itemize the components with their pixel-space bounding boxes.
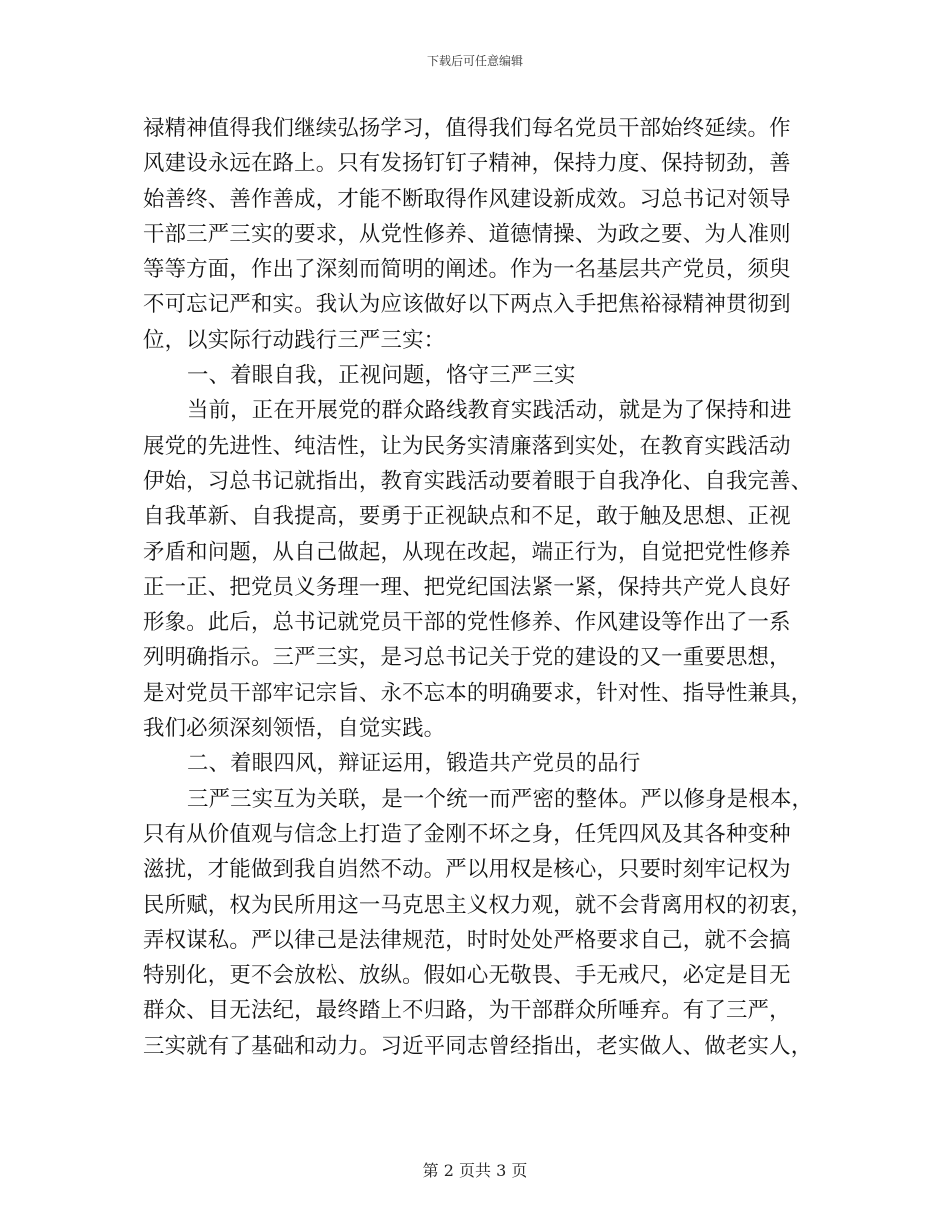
text-line: 不可忘记严和实。我认为应该做好以下两点入手把焦裕禄精神贯彻到 [143,292,791,318]
page-footer-number: 第 2 页共 3 页 [422,1161,528,1180]
text-line: 干部三严三实的要求，从党性修养、道德情操、为政之要、为人准则 [143,221,791,247]
document-body [143,111,814,1064]
page-header-note: 下载后可任意编辑 [426,54,523,68]
text-line: 展党的先进性、纯洁性，让为民务实清廉落到实处，在教育实践活动 [143,433,791,459]
text-line: 我们必须深刻领悟，自觉实践。 [143,716,446,742]
text-line: 形象。此后，总书记就党员干部的党性修养、作风建设等作出了一系 [143,610,791,636]
paragraph-start-line: 当前，正在开展党的群众路线教育实践活动，就是为了保持和进 [187,398,792,424]
text-line: 滋扰，才能做到我自岿然不动。严以用权是核心，只要时刻牢记权为 [143,857,791,883]
text-line: 三实就有了基础和动力。习近平同志曾经指出，老实做人、做老实人， [143,1033,813,1059]
text-line: 位，以实际行动践行三严三实： [143,327,446,353]
text-line: 是对党员干部牢记宗旨、永不忘本的明确要求，针对性、指导性兼具， [143,680,813,706]
text-line: 特别化，更不会放松、放纵。假如心无敬畏、手无戒尺，必定是目无 [143,963,791,989]
text-line: 列明确指示。三严三实，是习总书记关于党的建设的又一重要思想， [143,645,791,671]
text-line: 伊始，习总书记就指出，教育实践活动要着眼于自我净化、自我完善、 [143,468,813,494]
text-line: 始善终、善作善成，才能不断取得作风建设新成效。习总书记对领导 [143,186,791,212]
text-line: 民所赋，权为民所用这一马克思主义权力观，就不会背离用权的初衷， [143,892,813,918]
paragraph-start-line: 一、着眼自我，正视问题，恪守三严三实 [187,363,576,389]
paragraph-start-line: 二、着眼四风，辩证运用，锻造共产党员的品行 [187,751,641,777]
text-line: 等等方面，作出了深刻而简明的阐述。作为一名基层共产党员，须臾 [143,257,791,283]
text-line: 矛盾和问题，从自己做起，从现在改起，端正行为，自觉把党性修养 [143,539,791,565]
text-line: 群众、目无法纪，最终踏上不归路，为干部群众所唾弃。有了三严， [143,998,791,1024]
paragraph-start-line: 三严三实互为关联，是一个统一而严密的整体。严以修身是根本， [187,786,814,812]
text-line: 风建设永远在路上。只有发扬钉钉子精神，保持力度、保持韧劲，善 [143,151,791,177]
text-line: 正一正、把党员义务理一理、把党纪国法紧一紧，保持共产党人良好 [143,574,791,600]
text-line: 弄权谋私。严以律己是法律规范，时时处处严格要求自己，就不会搞 [143,927,791,953]
text-line: 禄精神值得我们继续弘扬学习，值得我们每名党员干部始终延续。作 [143,116,791,141]
text-line: 只有从价值观与信念上打造了金刚不坏之身，任凭四风及其各种变种 [143,821,791,847]
text-line: 自我革新、自我提高，要勇于正视缺点和不足，敢于触及思想、正视 [143,504,791,530]
